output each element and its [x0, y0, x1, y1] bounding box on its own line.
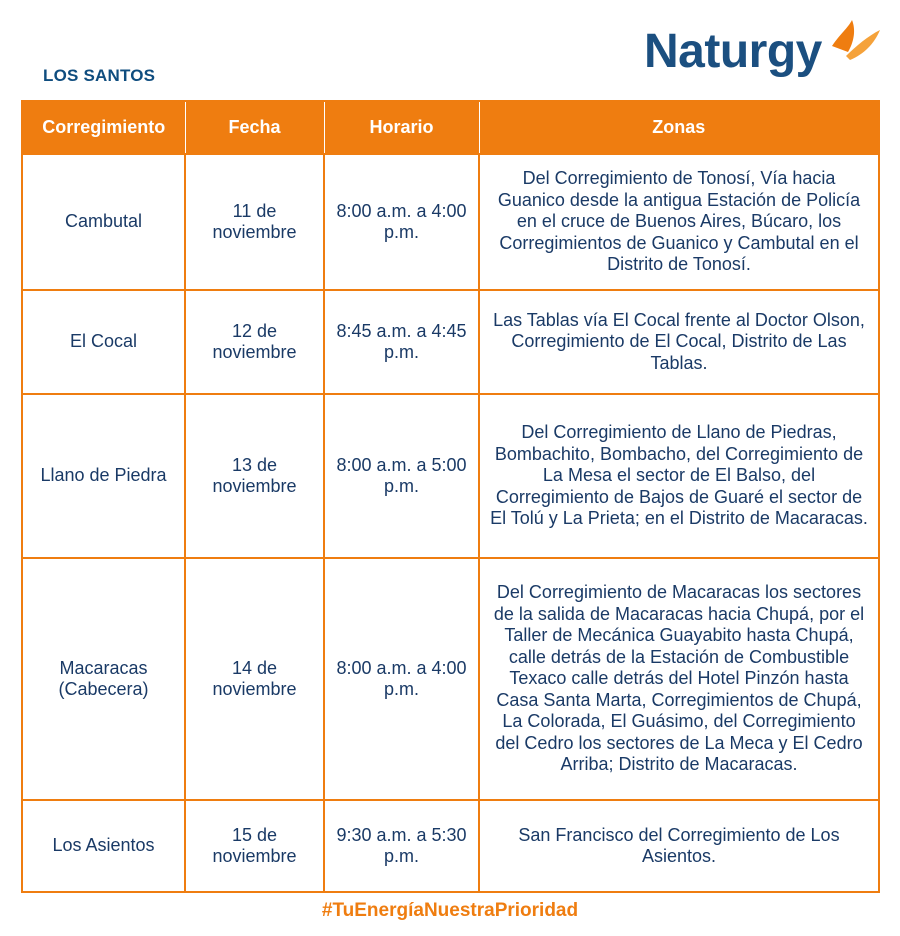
zonas-cell: Del Corregimiento de Llano de Piedras, Bombachito, Bombacho, del Corregimiento de La Mesa el sector de El Balso, del Corregimiento de Bajos de Guaré el sector de El Tolú y La Prieta; en el Distrito de Macaracas. [479, 394, 879, 558]
fecha-cell: 14 de noviembre [185, 558, 324, 800]
outage-schedule-table [21, 100, 880, 893]
zonas-cell: San Francisco del Corregimiento de Los Asientos. [479, 800, 879, 892]
horario-cell: 8:00 a.m. a 4:00 p.m. [324, 154, 479, 290]
table-row [22, 290, 879, 394]
table-header-row [22, 101, 879, 154]
fecha-cell: 11 de noviembre [185, 154, 324, 290]
horario-cell: 8:00 a.m. a 5:00 p.m. [324, 394, 479, 558]
corregimiento-cell: Llano de Piedra [22, 394, 185, 558]
zonas-cell: Del Corregimiento de Macaracas los sectores de la salida de Macaracas hacia Chupá, por el Taller de Mecánica Guayabito hasta Chupá, calle detrás de la Estación de Combustible Texaco calle detrás del Hotel Pinzón hasta Casa Santa Marta, Corregimientos de Chupá, La Colorada, El Guásimo, del Corregimiento del Cedro los sectores de La Meca y El Cedro Arriba; Distrito de Macaracas. [479, 558, 879, 800]
column-header-fecha: Fecha [185, 101, 324, 154]
butterfly-icon [830, 16, 882, 76]
corregimiento-cell: Cambutal [22, 154, 185, 290]
fecha-cell: 15 de noviembre [185, 800, 324, 892]
horario-cell: 8:45 a.m. a 4:45 p.m. [324, 290, 479, 394]
zonas-cell: Del Corregimiento de Tonosí, Vía hacia Guanico desde la antigua Estación de Policía en el cruce de Buenos Aires, Búcaro, los Corregimientos de Guanico y Cambutal en el Distrito de Tonosí. [479, 154, 879, 290]
horario-cell: 9:30 a.m. a 5:30 p.m. [324, 800, 479, 892]
logo-text: Naturgy [644, 25, 822, 78]
region-title: LOS SANTOS [43, 66, 156, 85]
zonas-cell: Las Tablas vía El Cocal frente al Doctor Olson, Corregimiento de El Cocal, Distrito de Las Tablas. [479, 290, 879, 394]
corregimiento-cell: El Cocal [22, 290, 185, 394]
column-header-corregimiento: Corregimiento [22, 101, 185, 154]
table-row [22, 800, 879, 892]
table-row [22, 394, 879, 558]
column-header-zonas: Zonas [479, 101, 879, 154]
corregimiento-cell: Los Asientos [22, 800, 185, 892]
table-row [22, 558, 879, 800]
column-header-horario: Horario [324, 101, 479, 154]
campaign-hashtag: #TuEnergíaNuestraPrioridad [321, 900, 579, 921]
naturgy-logo [644, 14, 884, 86]
horario-cell: 8:00 a.m. a 4:00 p.m. [324, 558, 479, 800]
table-row [22, 154, 879, 290]
fecha-cell: 12 de noviembre [185, 290, 324, 394]
fecha-cell: 13 de noviembre [185, 394, 324, 558]
corregimiento-cell: Macaracas (Cabecera) [22, 558, 185, 800]
